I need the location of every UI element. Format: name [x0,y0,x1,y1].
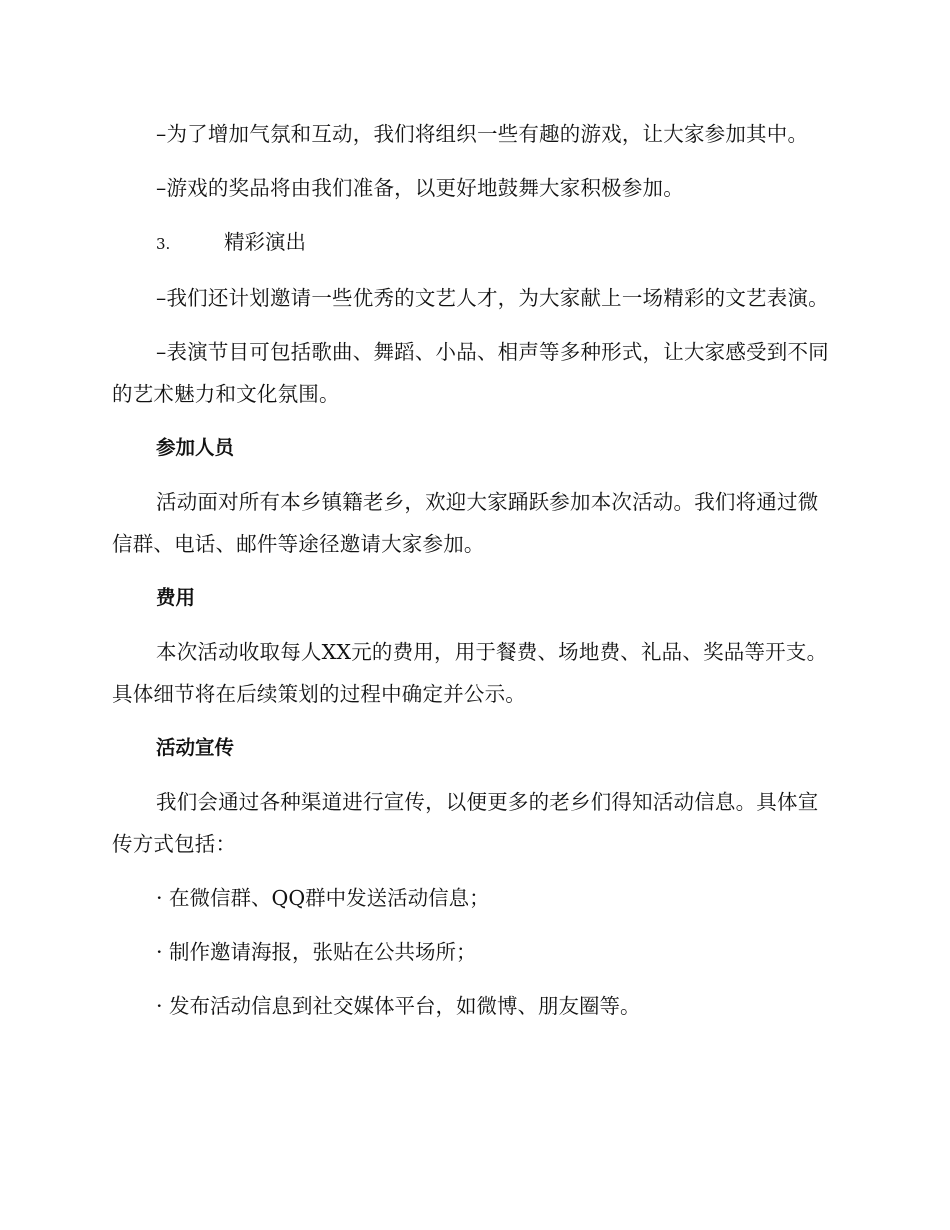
bullet-item-social-media: · 发布活动信息到社交媒体平台，如微博、朋友圈等。 [156,994,641,1018]
bullet-item-poster: · 制作邀请海报，张贴在公共场所； [156,940,477,964]
bullet-item-wechat-qq: · 在微信群、QQ群中发送活动信息； [156,886,490,910]
document-page [112,113,832,1039]
numbered-item-title: 精彩演出 [224,230,306,254]
paragraph-participants: 活动面对所有本乡镇籍老乡，欢迎大家踊跃参加本次活动。我们将通过微信群、电话、邮件等途径邀请大家参加。 [112,490,819,556]
paragraph-publicity: 我们会通过各种渠道进行宣传，以便更多的老乡们得知活动信息。具体宣传方式包括： [112,790,819,856]
numbered-item-performance [112,221,832,265]
paragraph-invite-performers: –我们还计划邀请一些优秀的文艺人才，为大家献上一场精彩的文艺表演。 [156,286,829,310]
heading-publicity: 活动宣传 [156,736,235,759]
paragraph-performance-types: –表演节目可包括歌曲、舞蹈、小品、相声等多种形式，让大家感受到不同的艺术魅力和文化氛围。 [112,340,829,406]
heading-fees: 费用 [156,586,196,609]
list-number: 3. [156,235,171,253]
paragraph-fees: 本次活动收取每人XX元的费用，用于餐费、场地费、礼品、奖品等开支。具体细节将在后续策划的过程中确定并公示。 [112,640,828,706]
paragraph-game-prizes: –游戏的奖品将由我们准备，以更好地鼓舞大家积极参加。 [156,176,684,200]
heading-participants: 参加人员 [156,436,235,459]
paragraph-game-atmosphere: –为了增加气氛和互动，我们将组织一些有趣的游戏，让大家参加其中。 [156,122,809,146]
